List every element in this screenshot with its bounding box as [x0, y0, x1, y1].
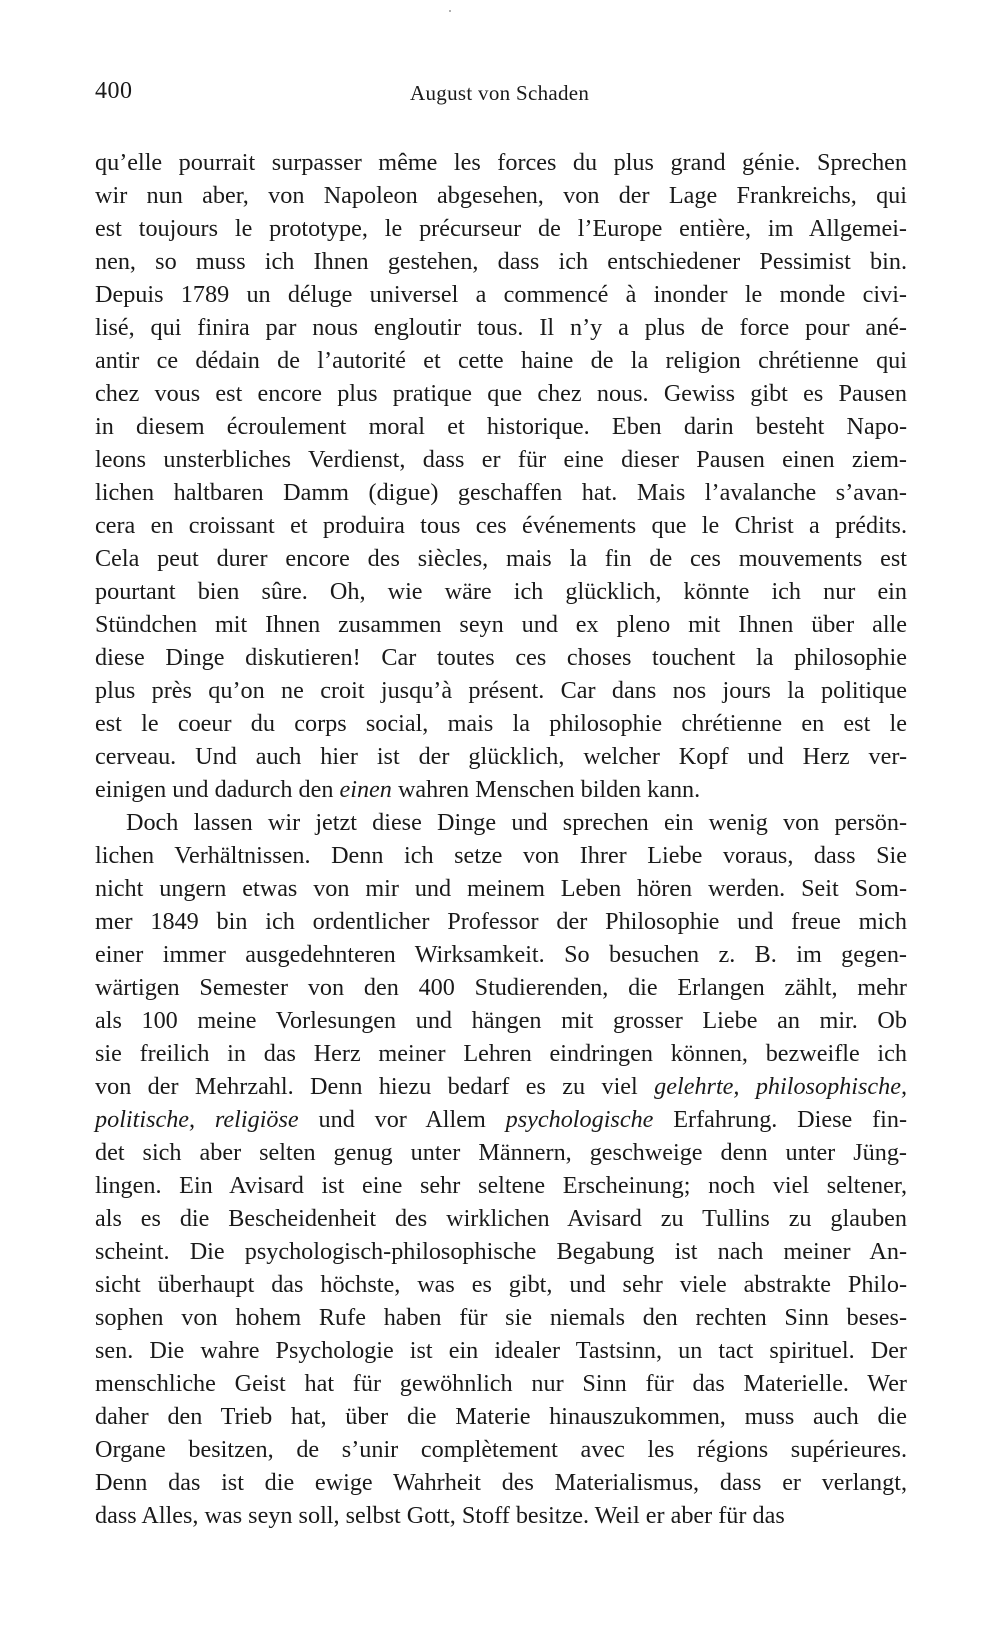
text-run: Organe besitzen, de s’unir complètement avec les régions supérieures. — [95, 1436, 907, 1463]
text-run: lingen. Ein Avisard ist eine sehr seltene Erscheinung; noch viel seltener, — [95, 1172, 907, 1199]
text-run: Cela peut durer encore des siècles, mais la fin de ces mouvements est — [95, 545, 907, 572]
text-run: lichen Verhältnissen. Denn ich setze von Ihrer Liebe voraus, dass Sie — [95, 842, 907, 869]
text-line — [95, 839, 907, 872]
text-line — [95, 1136, 907, 1169]
text-line — [95, 344, 907, 377]
text-run: wärtigen Semester von den 400 Studierenden, die Erlangen zählt, mehr — [95, 974, 907, 1001]
text-run: cerveau. Und auch hier ist der glücklich, welcher Kopf und Herz ver- — [95, 743, 907, 770]
text-run: einer immer ausgedehnteren Wirksamkeit. So besuchen z. B. im gegen- — [95, 941, 907, 968]
text-run: diese Dinge diskutieren! Car toutes ces choses touchent la philosophie — [95, 644, 907, 671]
body-text — [95, 146, 907, 1532]
text-run: als 100 meine Vorlesungen und hängen mit grosser Liebe an mir. Ob — [95, 1007, 907, 1034]
text-line — [95, 1268, 907, 1301]
text-run: dass Alles, was seyn soll, selbst Gott, Stoff besitze. Weil er aber für das — [95, 1502, 785, 1529]
text-run: leons unsterbliches Verdienst, dass er für eine dieser Pausen einen ziem- — [95, 446, 907, 473]
text-run: sie freilich in das Herz meiner Lehren eindringen können, bezweifle ich — [95, 1040, 907, 1067]
text-run: Stündchen mit Ihnen zusammen seyn und ex pleno mit Ihnen über alle — [95, 611, 907, 638]
text-line — [95, 311, 907, 344]
text-run: einigen und dadurch den — [95, 776, 340, 803]
text-run: mer 1849 bin ich ordentlicher Professor der Philosophie und freue mich — [95, 908, 907, 935]
text-run: menschliche Geist hat für gewöhnlich nur Sinn für das Materielle. Wer — [95, 1370, 907, 1397]
text-line — [95, 1499, 907, 1532]
text-line — [95, 1103, 907, 1136]
text-line — [95, 971, 907, 1004]
text-line — [95, 245, 907, 278]
page-header — [95, 78, 907, 110]
text-line — [95, 1202, 907, 1235]
text-run: sicht überhaupt das höchste, was es gibt, und sehr viele abstrakte Philo- — [95, 1271, 907, 1298]
page-number: 400 — [95, 78, 133, 104]
text-run: von der Mehrzahl. Denn hiezu bedarf es zu viel — [95, 1073, 655, 1100]
text-run: qu’elle pourrait surpasser même les forces du plus grand génie. Sprechen — [95, 149, 907, 176]
emphasis: gelehrte, philosophische, — [654, 1073, 907, 1100]
text-run: in diesem écroulement moral et historique. Eben darin besteht Napo- — [95, 413, 907, 440]
text-line — [95, 1367, 907, 1400]
text-line — [95, 938, 907, 971]
text-line — [95, 872, 907, 905]
text-run: est le coeur du corps social, mais la philosophie chrétienne en est le — [95, 710, 907, 737]
emphasis: einen — [339, 776, 392, 803]
text-line — [95, 740, 907, 773]
emphasis: psychologische — [505, 1106, 654, 1133]
text-line — [95, 179, 907, 212]
text-line — [95, 212, 907, 245]
text-line — [95, 476, 907, 509]
text-run: sen. Die wahre Psychologie ist ein idealer Tastsinn, un tact spirituel. Der — [95, 1337, 907, 1364]
text-run: als es die Bescheidenheit des wirklichen Avisard zu Tullins zu glauben — [95, 1205, 907, 1232]
text-line — [95, 278, 907, 311]
text-line — [95, 1070, 907, 1103]
text-run: wir nun aber, von Napoleon abgesehen, von der Lage Frankreichs, qui — [95, 182, 907, 209]
text-line — [95, 1400, 907, 1433]
text-line — [95, 1037, 907, 1070]
text-run: det sich aber selten genug unter Männern, geschweige denn unter Jüng- — [95, 1139, 907, 1166]
text-line — [95, 410, 907, 443]
running-head: August von Schaden — [410, 81, 590, 105]
text-line — [95, 707, 907, 740]
text-line — [95, 806, 907, 839]
text-line — [95, 1301, 907, 1334]
paragraph — [95, 806, 907, 1532]
emphasis: politische, religiöse — [95, 1106, 299, 1133]
text-line — [95, 674, 907, 707]
text-run: chez vous est encore plus pratique que chez nous. Gewiss gibt es Pausen — [95, 380, 907, 407]
text-line — [95, 443, 907, 476]
text-line — [95, 773, 907, 806]
text-line — [95, 1235, 907, 1268]
text-run: Denn das ist die ewige Wahrheit des Materialismus, dass er verlangt, — [95, 1469, 907, 1496]
text-run: scheint. Die psychologisch-philosophische Begabung ist nach meiner An- — [95, 1238, 907, 1265]
text-line — [95, 146, 907, 179]
text-line — [95, 1004, 907, 1037]
text-line — [95, 1433, 907, 1466]
text-run: Erfahrung. Diese fin- — [653, 1106, 907, 1133]
text-run: antir ce dédain de l’autorité et cette haine de la religion chrétienne qui — [95, 347, 907, 374]
text-run: cera en croissant et produira tous ces événements que le Christ a prédits. — [95, 512, 907, 539]
text-line — [95, 608, 907, 641]
text-run: est toujours le prototype, le précurseur de l’Europe entière, im Allgemei- — [95, 215, 907, 242]
text-run: pourtant bien sûre. Oh, wie wäre ich glücklich, könnte ich nur ein — [95, 578, 907, 605]
text-run: nen, so muss ich Ihnen gestehen, dass ich entschiedener Pessimist bin. — [95, 248, 907, 275]
text-run: lisé, qui finira par nous engloutir tous. Il n’y a plus de force pour ané- — [95, 314, 907, 341]
text-run: und vor Allem — [298, 1106, 506, 1133]
text-line — [95, 1334, 907, 1367]
text-run: daher den Trieb hat, über die Materie hinauszukommen, muss auch die — [95, 1403, 907, 1430]
text-run: wahren Menschen bilden kann. — [391, 776, 701, 803]
paragraph — [95, 146, 907, 806]
text-run: plus près qu’on ne croit jusqu’à présent. Car dans nos jours la politique — [95, 677, 907, 704]
text-line — [95, 1169, 907, 1202]
text-line — [95, 575, 907, 608]
text-run: Depuis 1789 un déluge universel a commencé à inonder le monde civi- — [95, 281, 907, 308]
text-line — [95, 905, 907, 938]
scan-speck — [449, 10, 451, 12]
text-run: nicht ungern etwas von mir und meinem Leben hören werden. Seit Som- — [95, 875, 907, 902]
text-line — [95, 542, 907, 575]
text-run: sophen von hohem Rufe haben für sie niemals den rechten Sinn beses- — [95, 1304, 907, 1331]
text-line — [95, 641, 907, 674]
text-run: Doch lassen wir jetzt diese Dinge und sprechen ein wenig von persön- — [126, 809, 907, 836]
text-line — [95, 1466, 907, 1499]
text-line — [95, 377, 907, 410]
text-run: lichen haltbaren Damm (digue) geschaffen hat. Mais l’avalanche s’avan- — [95, 479, 907, 506]
text-line — [95, 509, 907, 542]
